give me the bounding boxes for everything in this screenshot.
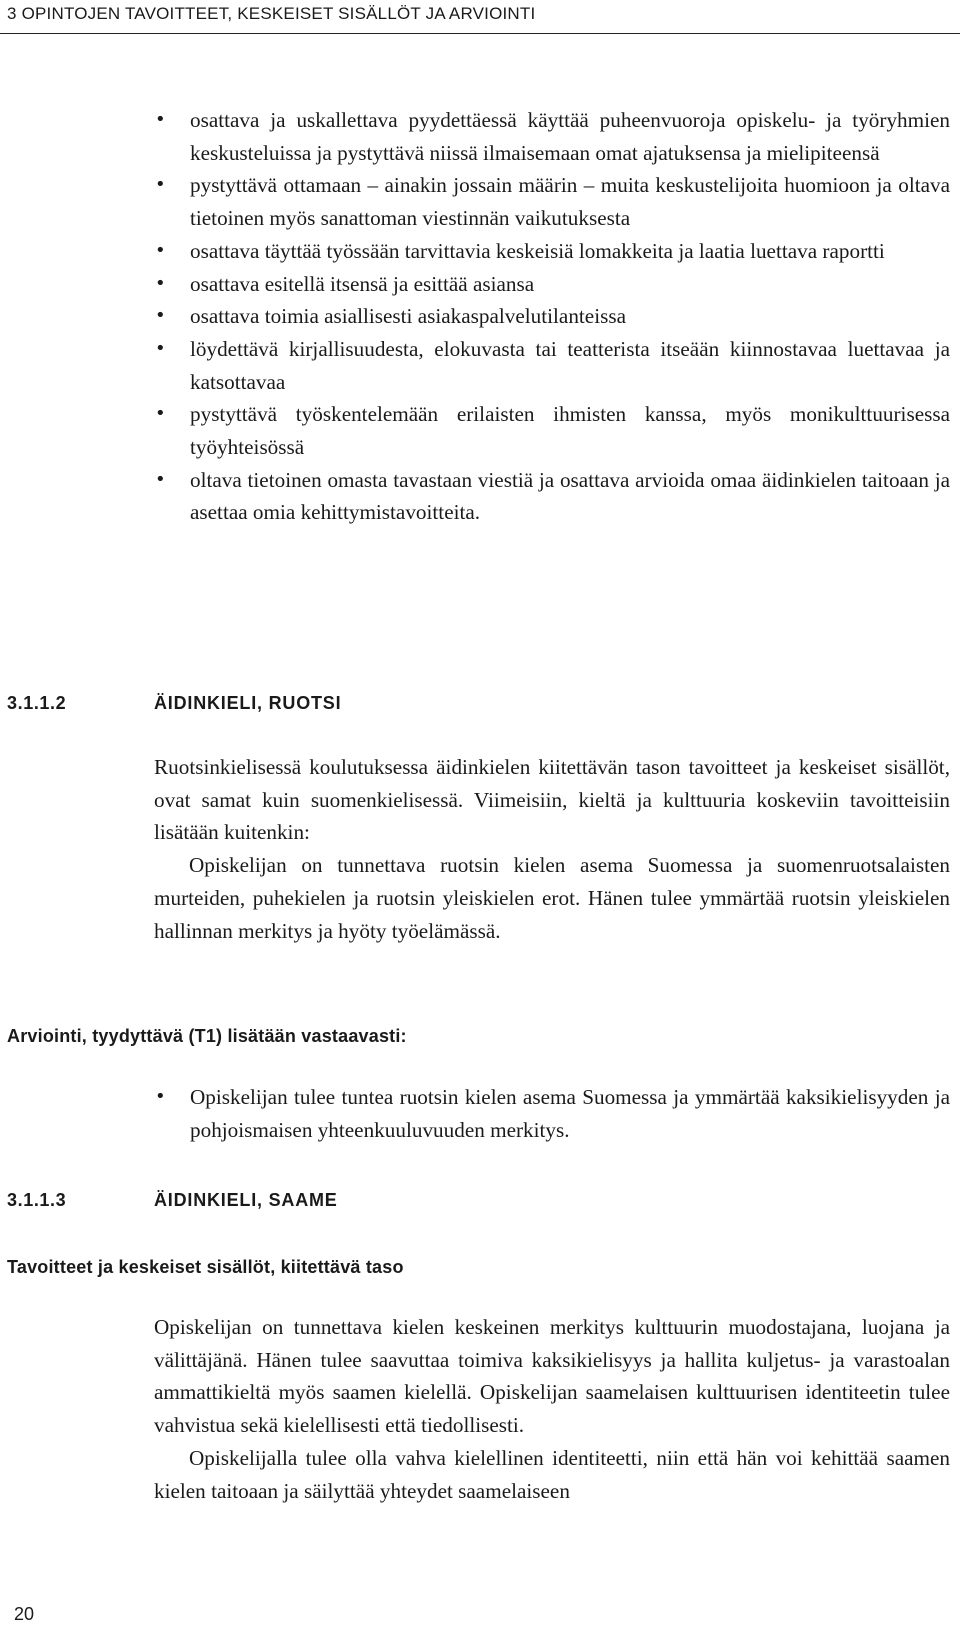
bullet-icon: • [155,305,166,327]
section-title: ÄIDINKIELI, SAAME [154,1190,338,1210]
paragraph: Opiskelijan on tunnettava ruotsin kielen asema Suomessa ja suomenruotsalaisten murteiden, puhekielen ja ruotsin yleiskielen erot. Hänen tulee ymmärtää ruotsin yleiskielen hallinnan merkitys ja hyöty työelämässä. [154,853,950,943]
page-number: 20 [14,1604,35,1624]
bullet-icon: • [155,239,166,261]
bullet-icon: • [155,109,166,130]
bullet-icon: • [155,468,166,490]
bullet-icon: • [155,272,166,294]
section-title: ÄIDINKIELI, RUOTSI [154,693,342,713]
bullet-icon: • [155,174,166,196]
list-item: • osattava toimia asiallisesti asiakaspalvelutilanteissa [190,300,950,333]
list-item: • Opiskelijan tulee tuntea ruotsin kielen asema Suomessa ja ymmärtää kaksikielisyyden ja pohjoismaisen yhteenkuuluvuuden merkitys. [190,1081,950,1146]
bullet-icon: • [155,337,166,359]
section-number: 3.1.1.2 [7,693,67,713]
paragraph: Opiskelijan on tunnettava kielen keskeinen merkitys kulttuurin muodostajana, luojana ja välittäjänä. Hänen tulee saavuttaa toimiva kaksikielisyys ja hallita kuljetus- ja varastoalan ammattikieltä myös saamen kielellä. Opiskelijan saamelaisen kulttuurisen identiteetin tulee vahvistua sekä kielellisesti että tiedollisesti. [154,1315,950,1438]
list-item: • löydettävä kirjallisuudesta, elokuvasta tai teatterista itseään kiinnostavaa luettavaa ja katsottavaa [190,333,950,398]
subheading: Tavoitteet ja keskeiset sisällöt, kiitettävä taso [7,1257,404,1277]
list-item: • pystyttävä työskentelemään erilaisten ihmisten kanssa, myös monikulttuurisessa työyhteisössä [190,398,950,463]
assessment-heading: Arviointi, tyydyttävä (T1) lisätään vastaavasti: [7,1026,407,1046]
header-rule [0,33,960,34]
list-item: • pystyttävä ottamaan – ainakin jossain määrin – muita keskustelijoita huomioon ja oltava tietoinen myös sanattoman viestinnän vaikutuksesta [190,169,950,234]
running-header: 3 OPINTOJEN TAVOITTEET, KESKEISET SISÄLLÖT JA ARVIOINTI [7,4,536,23]
list-item: • osattava täyttää työssään tarvittavia keskeisiä lomakkeita ja laatia luettava raportti [190,235,950,268]
list-item: • oltava tietoinen omasta tavastaan viestiä ja osattava arvioida omaa äidinkielen taitoaan ja asettaa omia kehittymistavoitteita. [190,464,950,529]
section-body [154,751,950,947]
list-item: • osattava ja uskallettava pyydettäessä käyttää puheenvuoroja opiskelu- ja työryhmien keskusteluissa ja pystyttävä niissä ilmaisemaan omat ajatuksensa ja mielipiteensä [190,104,950,169]
list-item: • osattava esitellä itsensä ja esittää asiansa [190,268,950,301]
bullet-icon: • [155,403,166,425]
section-number: 3.1.1.3 [7,1190,67,1210]
assessment-list [155,1081,950,1146]
objectives-list [155,104,950,529]
section-body [154,1311,950,1507]
bullet-icon: • [155,1086,166,1107]
paragraph: Opiskelijalla tulee olla vahva kielellinen identiteetti, niin että hän voi kehittää saamen kielen taitoaan ja säilyttää yhteydet saamelaiseen [154,1445,950,1503]
paragraph: Ruotsinkielisessä koulutuksessa äidinkielen kiitettävän tason tavoitteet ja keskeiset sisällöt, ovat samat kuin suomenkielisessä. Viimeisiin, kieltä ja kulttuuria koskeviin tavoitteisiin lisätään kuitenkin: [154,755,950,845]
